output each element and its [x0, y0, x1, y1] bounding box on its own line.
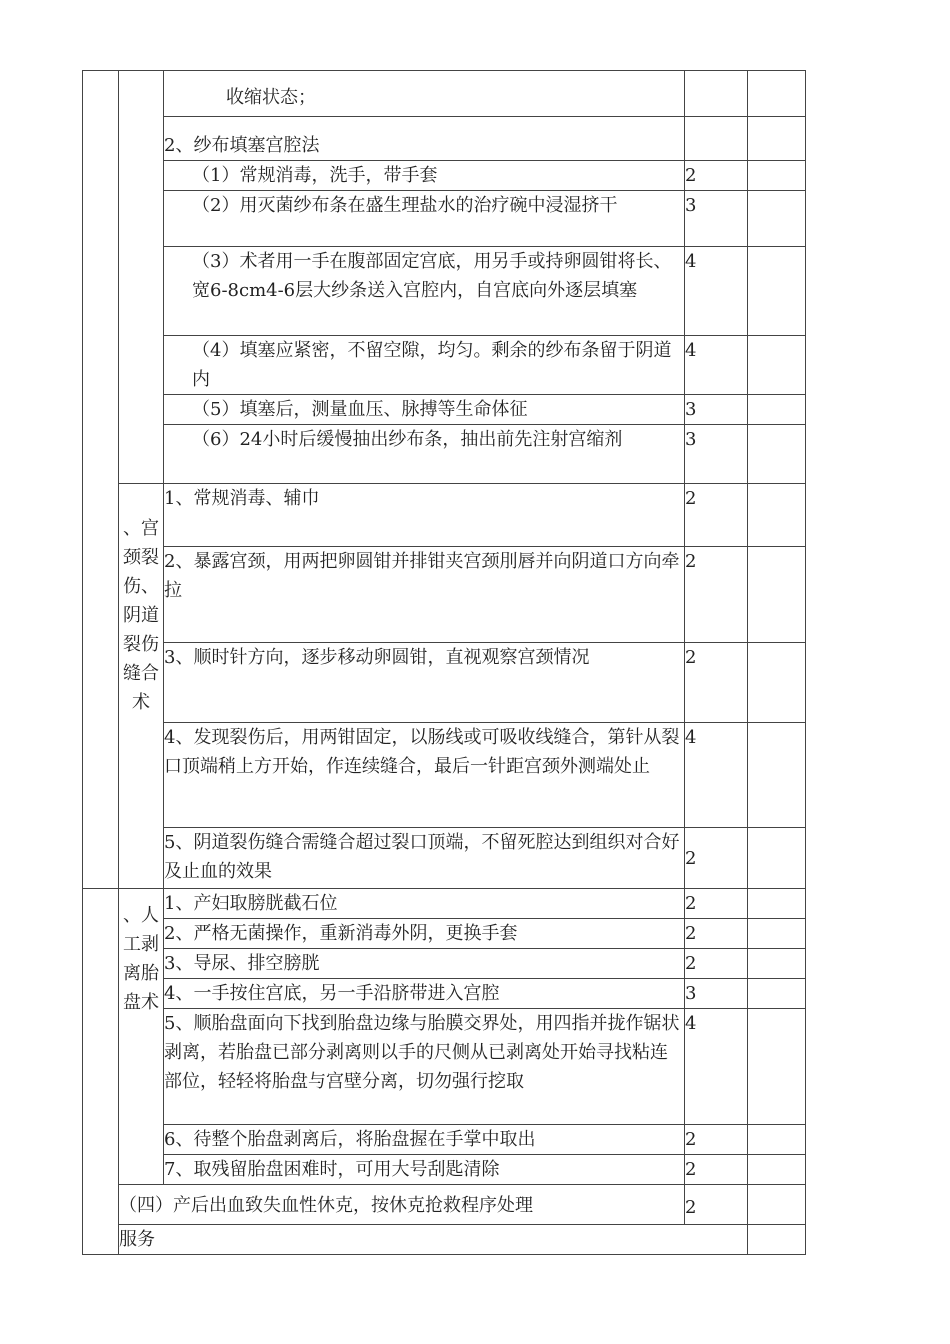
- deduction-cell: [748, 395, 806, 425]
- scoring-table: [82, 70, 806, 1255]
- deduction-cell: [748, 828, 806, 889]
- step-text: 2、纱布填塞宫腔法: [164, 117, 685, 161]
- score-cell: 2: [685, 889, 748, 919]
- score-cell: [685, 71, 748, 117]
- deduction-cell: [748, 889, 806, 919]
- score-cell: 2: [685, 161, 748, 191]
- table-row: [83, 828, 806, 889]
- step-text: 2、严格无菌操作，重新消毒外阴，更换手套: [164, 919, 685, 949]
- table-row: [83, 889, 806, 919]
- score-cell: 4: [685, 247, 748, 336]
- step-text: 3、顺时针方向，逐步移动卵圆钳，直视观察宫颈情况: [164, 643, 685, 723]
- score-cell: 2: [685, 643, 748, 723]
- deduction-cell: [748, 1125, 806, 1155]
- step-text: 6、待整个胎盘剥离后，将胎盘握在手掌中取出: [164, 1125, 685, 1155]
- deduction-cell: [748, 484, 806, 547]
- section-label-cervical-repair: 、宫颈裂伤、阴道裂伤缝合术: [119, 484, 164, 889]
- deduction-cell: [748, 1009, 806, 1125]
- step-text: 2、暴露宫颈，用两把卵圆钳并排钳夹宫颈刖唇并向阴道口方向牵拉: [164, 547, 685, 643]
- score-cell: 2: [685, 949, 748, 979]
- deduction-cell: [748, 247, 806, 336]
- score-cell: 2: [685, 1125, 748, 1155]
- score-cell: 2: [685, 484, 748, 547]
- score-cell: [685, 117, 748, 161]
- step-text: 3、导尿、排空膀胱: [164, 949, 685, 979]
- table-row: [83, 336, 806, 395]
- step-text: 1、产妇取膀胱截石位: [164, 889, 685, 919]
- step-text: （2）用灭菌纱布条在盛生理盐水的治疗碗中浸湿挤干: [164, 191, 685, 247]
- score-cell: [748, 1225, 806, 1255]
- step-text-shock: （四）产后出血致失血性休克，按休克抢救程序处理: [119, 1185, 685, 1225]
- section-label-placenta-removal: 、人工剥离胎盘术: [119, 889, 164, 1185]
- table-row: [83, 1155, 806, 1185]
- score-cell: 2: [685, 919, 748, 949]
- table-row: [83, 191, 806, 247]
- deduction-cell: [748, 161, 806, 191]
- deduction-cell: [748, 425, 806, 484]
- deduction-cell: [748, 191, 806, 247]
- deduction-cell: [748, 547, 806, 643]
- score-cell: 4: [685, 336, 748, 395]
- step-text: 4、发现裂伤后，用两钳固定，以肠线或可吸收线缝合，第针从裂口顶端稍上方开始，作连续缝合，最后一针距宫颈外测端处止: [164, 723, 685, 828]
- score-cell: 2: [685, 1155, 748, 1185]
- step-text: 收缩状态；: [164, 71, 685, 117]
- table-row: [83, 979, 806, 1009]
- table-row: [83, 919, 806, 949]
- step-text: （3）术者用一手在腹部固定宫底，用另手或持卵圆钳将长、宽6-8cm4-6层大纱条送入宫腔内，自宫底向外逐层填塞: [164, 247, 685, 336]
- table-row: [83, 1185, 806, 1225]
- deduction-cell: [748, 643, 806, 723]
- table-row: [83, 247, 806, 336]
- category-cell: [83, 71, 119, 889]
- category-cell-lower: [83, 889, 119, 1255]
- score-cell: 2: [685, 547, 748, 643]
- deduction-cell: [748, 117, 806, 161]
- deduction-cell: [748, 71, 806, 117]
- deduction-cell: [748, 336, 806, 395]
- table-row: [83, 71, 806, 117]
- table-row: [83, 425, 806, 484]
- table-row: [83, 723, 806, 828]
- step-text: （6）24小时后缓慢抽出纱布条，抽出前先注射宫缩剂: [164, 425, 685, 484]
- service-label: 服务: [119, 1225, 748, 1255]
- table-row: [83, 643, 806, 723]
- deduction-cell: [748, 723, 806, 828]
- deduction-cell: [748, 1155, 806, 1185]
- score-cell: 3: [685, 979, 748, 1009]
- step-text: （4）填塞应紧密，不留空隙，均匀。剩余的纱布条留于阴道内: [164, 336, 685, 395]
- score-cell: 3: [685, 395, 748, 425]
- deduction-cell: [748, 1185, 806, 1225]
- deduction-cell: [748, 949, 806, 979]
- table-row: [83, 161, 806, 191]
- subcategory-cell: [119, 71, 164, 484]
- score-cell: 3: [685, 191, 748, 247]
- score-cell: 2: [685, 1185, 748, 1225]
- step-text: 5、阴道裂伤缝合需缝合超过裂口顶端，不留死腔达到组织对合好及止血的效果: [164, 828, 685, 889]
- deduction-cell: [748, 919, 806, 949]
- table-row: [83, 484, 806, 547]
- score-cell: 3: [685, 425, 748, 484]
- table-row: [83, 1225, 806, 1255]
- step-text: 4、一手按住宫底，另一手沿脐带进入宫腔: [164, 979, 685, 1009]
- table-row: [83, 547, 806, 643]
- table-row: [83, 117, 806, 161]
- step-text: （5）填塞后，测量血压、脉搏等生命体征: [164, 395, 685, 425]
- table-row: [83, 949, 806, 979]
- score-cell: 4: [685, 723, 748, 828]
- step-text: （1）常规消毒，洗手，带手套: [164, 161, 685, 191]
- step-text: 7、取残留胎盘困难时，可用大号刮匙清除: [164, 1155, 685, 1185]
- deduction-cell: [748, 979, 806, 1009]
- score-cell: 2: [685, 828, 748, 889]
- step-text: 1、常规消毒、辅巾: [164, 484, 685, 547]
- table-row: [83, 395, 806, 425]
- step-text: 5、顺胎盘面向下找到胎盘边缘与胎膜交界处，用四指并拢作锯状剥离，若胎盘已部分剥离则以手的尺侧从已剥离处开始寻找粘连部位，轻轻将胎盘与宫壁分离，切勿强行挖取: [164, 1009, 685, 1125]
- table-row: [83, 1125, 806, 1155]
- score-cell: 4: [685, 1009, 748, 1125]
- table-row: [83, 1009, 806, 1125]
